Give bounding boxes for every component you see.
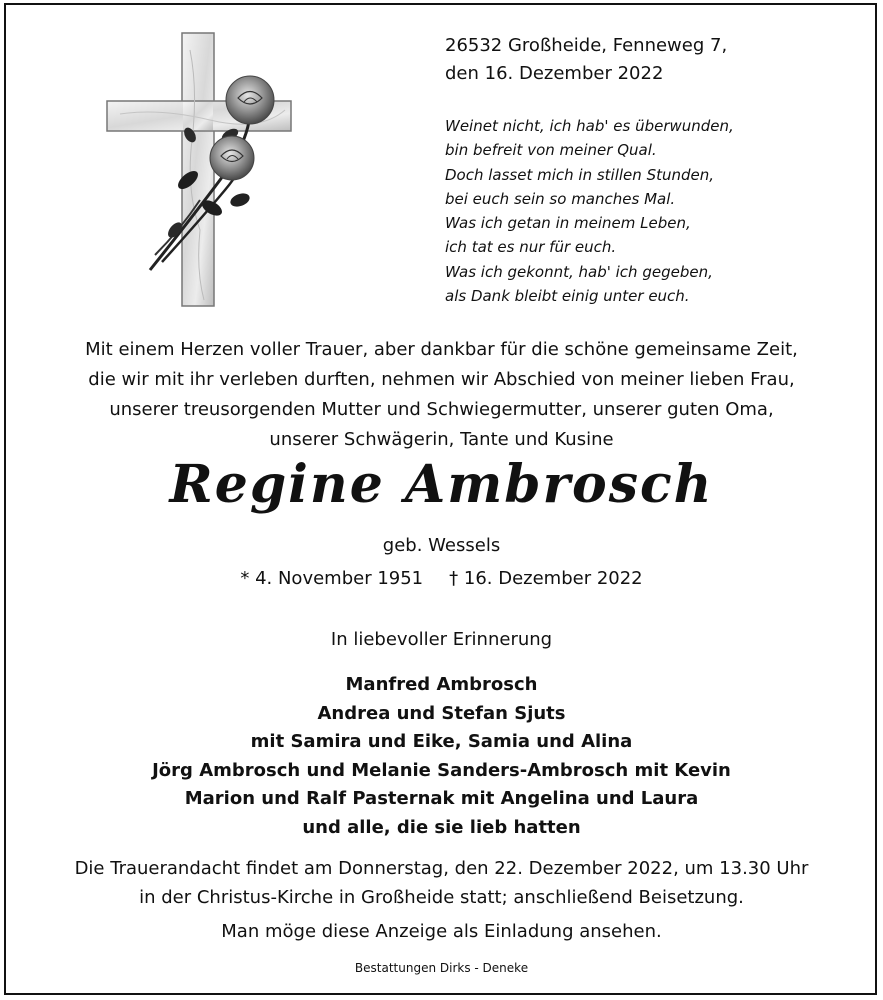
mourners-list	[0, 671, 883, 842]
mourner-line: und alle, die sie lieb hatten	[302, 816, 581, 838]
mourner-line: Manfred Ambrosch	[345, 674, 538, 695]
poem-line: Was ich getan in meinem Leben,	[445, 214, 691, 233]
poem-line: als Dank bleibt einig unter euch.	[445, 287, 690, 306]
poem-line: Doch lasset mich in stillen Stunden,	[445, 165, 715, 184]
ceremony-line: in der Christus-Kirche in Großheide statt; anschließend Beisetzung.	[139, 887, 744, 908]
poem-line: bei euch sein so manches Mal.	[445, 189, 676, 208]
ceremony-line: Die Trauerandacht findet am Donnerstag, den 22. Dezember 2022, um 13.30 Uhr	[74, 858, 809, 879]
birth-name: geb. Wessels	[382, 535, 501, 556]
deceased-name: Regine Ambrosch	[169, 454, 714, 515]
poem-line: bin befreit von meiner Qual.	[445, 141, 657, 160]
intro-line: Mit einem Herzen voller Trauer, aber dankbar für die schöne gemeinsame Zeit,	[85, 339, 798, 360]
date-line: den 16. Dezember 2022	[445, 63, 664, 84]
poem-line: Was ich gekonnt, hab' ich gegeben,	[445, 262, 713, 281]
life-dates	[0, 566, 883, 592]
address-block	[445, 32, 727, 88]
birth-date: * 4. November 1951	[240, 568, 424, 589]
intro-line: unserer treusorgenden Mutter und Schwiegermutter, unserer guten Oma,	[109, 399, 774, 420]
poem-line: Weinet nicht, ich hab' es überwunden,	[445, 117, 734, 135]
poem	[445, 114, 734, 308]
address-line: 26532 Großheide, Fenneweg 7,	[445, 35, 728, 56]
mourner-line: Andrea und Stefan Sjuts	[317, 702, 566, 724]
mourner-line: Jörg Ambrosch und Melanie Sanders-Ambrosch mit Kevin	[152, 759, 731, 781]
cross-with-roses-icon	[100, 30, 300, 310]
intro-line: die wir mit ihr verleben durften, nehmen wir Abschied von meiner lieben Frau,	[88, 369, 795, 390]
memory-line: In liebevoller Erinnerung	[330, 629, 553, 650]
invitation-note: Man möge diese Anzeige als Einladung ansehen.	[221, 921, 662, 942]
undertaker-credit: Bestattungen Dirks - Deneke	[354, 961, 529, 975]
poem-line: ich tat es nur für euch.	[445, 238, 617, 257]
mourner-line: mit Samira und Eike, Samia und Alina	[250, 731, 633, 752]
mourner-line: Marion und Ralf Pasternak mit Angelina und Laura	[184, 788, 699, 809]
ceremony-info	[0, 854, 883, 912]
death-date: † 16. Dezember 2022	[449, 568, 643, 589]
intro-text	[0, 335, 883, 455]
intro-line: unserer Schwägerin, Tante und Kusine	[269, 429, 614, 450]
